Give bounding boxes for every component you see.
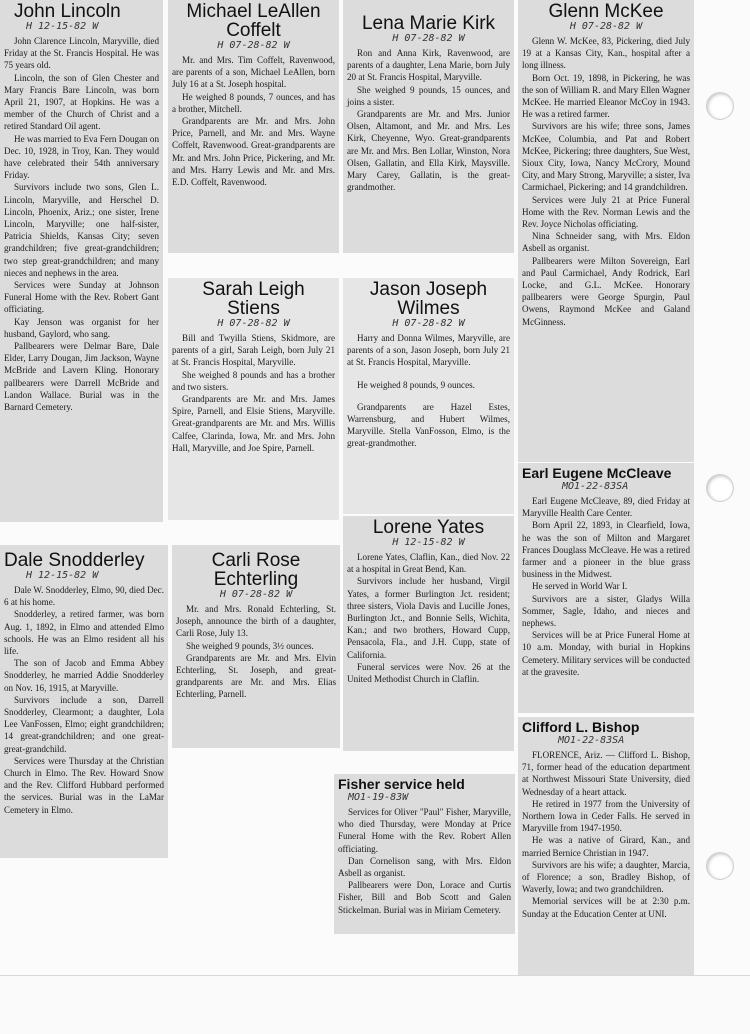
handwritten-note: H 07-28-82 W (217, 40, 290, 51)
paragraph: Grandparents are Mr. and Mrs. Junior Olsen, Altamont, and Mr. and Mrs. Les Kirk, Cheyenne, Wyo. Great-grandparents are Mr. and Mrs. Ben Lollar, Winston, Nora Olsen, Gallatin, and Ella Kirk, Maysville. Mary Carey, Gallatin, is the great-grandmother. (347, 109, 510, 193)
paragraph: Grandparents are Mr. and Mrs. Elvin Echterling, St. Joseph, and great-grandparents are Mr. and Mrs. Elias Echterling, Parnell. (176, 652, 336, 700)
paragraph: She weighed 9 pounds, 3½ ounces. (186, 640, 314, 651)
paragraph: John Clarence Lincoln, Maryville, died Friday at the St. Francis Hospital. He was 75 years old. (4, 36, 159, 71)
paragraph: She weighed 9 pounds, 15 ounces, and joins a sister. (347, 84, 510, 107)
paragraph: Services for Oliver "Paul" Fisher, Maryville, who died Thursday, were Monday at Price Funeral Home with the Rev. Robert Allen officiating. (338, 807, 511, 854)
clipping-body (522, 35, 690, 328)
paragraph: Services were Thursday at the Christian Church in Elmo. The Rev. Howard Snow and the Rev. Clifford Hubbard performed the services. Burial was in the LaMar Cemetery in Elmo. (4, 755, 164, 815)
clipping-body (176, 603, 336, 701)
clipping-headline: Dale Snodderley (4, 550, 145, 571)
obituary-dale-snodderley (0, 545, 168, 858)
paragraph: Pallbearers were Milton Sovereign, Earl and Paul Carmichael, Andy Rodrick, Earl Locke, and G.L. McKee. Honorary pallbearers were George Spurgin, Paul Owens, Raymond McKee and Galand McGinness. (522, 255, 690, 327)
clipping-body (172, 54, 335, 188)
paragraph: Survivors include two sons, Glen L. Lincoln, Maryville, and Herschel D. Lincoln, Phoenix, Ariz.; one sister, Irene Lincoln, Maryville; one half-sister, Patricia Shields, Kansas City; seven grandchildren; five great-grandchildren; two step great-grandchildren; and many nieces and nephews in the area. (4, 182, 159, 278)
binder-hole (706, 852, 734, 880)
clipping-headline: Glenn McKee (548, 1, 664, 22)
handwritten-note: MO1-19-83W (348, 792, 409, 803)
handwritten-note: MO1-22-83SA (562, 481, 629, 492)
paragraph: Dale W. Snodderley, Elmo, 90, died Dec. 6 at his home. (4, 585, 164, 608)
paragraph: Glenn W. McKee, 83, Pickering, died July 19 at a Kansas City, Kan., hospital after a long illness. (522, 36, 690, 71)
paragraph: He was a native of Girard, Kan., and married Bernice Christian in 1947. (522, 835, 690, 858)
handwritten-note: MO1-22-83SA (558, 735, 625, 746)
clipping-body (347, 551, 510, 685)
handwritten-note: H 07-28-82 W (392, 33, 465, 44)
paragraph: Survivors are his wife; three sons, James McKee, Columbia, and Pat and Robert McKee, Pickering; three daughters, Sue West, Sioux City, Iowa, Nancy McCrory, Mound City, and Mary Strong, Maryville; a sister, Iva Carmichael, Pickering; and 14 grandchildren. (522, 121, 690, 193)
paragraph: Ron and Anna Kirk, Ravenwood, are parents of a daughter, Lena Marie, born July 20 at St. Francis Hospital, Maryville. (347, 48, 510, 83)
clipping-body (347, 332, 510, 450)
binder-hole (706, 474, 734, 502)
paragraph: He served in World War I. (532, 581, 628, 592)
paragraph: He was married to Eva Fern Dougan on Dec. 10, 1928, in Troy, Kan. They would have celebrated their 54th anniversary Friday. (4, 133, 159, 181)
paragraph: He weighed 8 pounds, 7 ounces, and has a brother, Mitchell. (172, 91, 335, 114)
paragraph: Lorene Yates, Claflin, Kan., died Nov. 22 at a hospital in Great Bend, Kan. (347, 552, 510, 575)
clipping-body (522, 749, 690, 920)
clipping-headline: John Lincoln (14, 1, 121, 22)
paragraph: Snodderley, a retired farmer, was born Aug. 1, 1892, in Elmo and attended Elmo schools. He was an Elmo resident all his life. (4, 609, 164, 657)
obituary-clifford-bishop (518, 717, 694, 975)
paragraph: Lincoln, the son of Glen Chester and Mary Francis Bare Lincoln, was born April 21, 1907, at Hopkins. He was a member of the Church of Christ and a retired Standard Oil agent. (4, 72, 159, 132)
clipping-headline: Lorene Yates (372, 517, 485, 538)
clipping-body (4, 584, 164, 816)
paragraph: She weighed 8 pounds and has a brother and two sisters. (172, 369, 335, 392)
paragraph: Kay Jenson was organist for her husband, Gaylord, who sang. (4, 316, 159, 339)
obituary-fisher-service (334, 774, 515, 934)
obituary-glenn-mckee (518, 0, 694, 462)
clipping-body (172, 332, 335, 454)
handwritten-note: H 07-28-82 W (392, 318, 465, 329)
paragraph: Earl Eugene McCleave, 89, died Friday at Maryville Health Care Center. (522, 496, 690, 519)
paragraph: Services were July 21 at Price Funeral Home with the Rev. Norman Lewis and the Rev. Joyce Nicholas officiating. (522, 194, 690, 230)
paragraph: Bill and Twyilla Stiens, Skidmore, are parents of a girl, Sarah Leigh, born July 21 at St. Francis Hospital, Maryville. (172, 333, 335, 368)
paragraph: Grandparents are Hazel Estes, Warrensburg, and Hubert Wilmes, Maryville. Stella VanFosson, Elmo, is the great-grandmother. (347, 401, 510, 449)
paragraph: Mr. and Mrs. Ronald Echterling, St. Joseph, announce the birth of a daughter, Carli Rose, July 13. (176, 604, 336, 639)
handwritten-note: H 07-28-82 W (569, 21, 643, 32)
paragraph: Born April 22, 1893, in Clearfield, Iowa, he was the son of Milton and Margaret Frances Douglass McCleave. He was a retired farmer and a pioneer in the blue grass business in the Midwest. (522, 520, 690, 580)
paragraph: Dan Cornelison sang, with Mrs. Eldon Asbell as organist. (338, 855, 511, 879)
clipping-headline: Earl Eugene McCleave (522, 465, 672, 481)
scan-margin (0, 975, 750, 1034)
paragraph: Born Oct. 19, 1898, in Pickering, he was the son of William R. and Mary Ellen Wagner McKee. He married Eleanor McCoy in 1943. He was a retired farmer. (522, 72, 690, 120)
clipping-body (347, 47, 510, 193)
paragraph: Survivors include a son, Darrell Snodderley, Clearmont; a daughter, Lola Lee VanFossen, Elmo; eight grandchildren; 14 great-grandchildren; and one great-great-grandchild. (4, 694, 164, 754)
birth-notice-kirk (343, 0, 514, 253)
paragraph: Pallbearers were Delmar Bare, Dale Elder, Larry Dougan, Jim Jackson, Wayne McBride and Lavern Kling. Honorary pallbearers were Darrell McBride and Landon Wallace. Burial was in the Barnard Cemetery. (4, 341, 159, 413)
clipping-headline: Lena Marie Kirk (361, 13, 496, 34)
paragraph: Services will be at Price Funeral Home at 10 a.m. Monday, with burial in Hopkins Cemetery. Military services will be conducted at the gravesite. (522, 630, 690, 677)
paragraph: Grandparents are Mr. and Mrs. John Price, Parnell, and Mr. and Mrs. Wayne Coffelt, Ravenwood. Great-grandparents are Mr. and Mrs. John Price, Pickering, and Mr. and Mrs. Harry Lewis and Mr. and Mrs. E.D. Coffelt, Ravenwood. (172, 116, 335, 188)
paragraph: He retired in 1977 from the University of Northern Iowa in Ceder Falls. He served in Maryville from 1947-1950. (522, 798, 690, 834)
paragraph: Survivors are his wife; a daughter, Marcia, of Florence; a son, Bradley Bishop, of Waverly, Iowa; and two grandchildren. (522, 859, 690, 895)
clipping-body (338, 806, 511, 916)
clipping-headline: Carli Rose Echterling (211, 550, 301, 590)
paragraph: Memorial services will be at 2:30 p.m. Sunday at the Education Center at UNI. (522, 896, 690, 919)
birth-notice-echterling (172, 545, 340, 748)
paragraph: Nina Schneider sang, with Mrs. Eldon Asbell as organist. (522, 231, 690, 254)
clipping-body (522, 495, 690, 678)
paragraph: Funeral services were Nov. 26 at the United Methodist Church in Claflin. (347, 661, 510, 685)
clipping-headline: Jason Joseph Wilmes (369, 279, 488, 319)
handwritten-note: H 12-15-82 W (26, 21, 99, 32)
clipping-headline: Fisher service held (338, 776, 465, 792)
birth-notice-stiens (168, 278, 339, 520)
paragraph: Harry and Donna Wilmes, Maryville, are parents of a son, Jason Joseph, born July 21 at St. Francis Hospital, Maryville. (347, 333, 510, 368)
handwritten-note: H 12-15-82 W (26, 570, 99, 581)
obituary-john-lincoln (0, 0, 163, 522)
paragraph: The son of Jacob and Emma Abbey Snodderley, he married Addie Snodderley on Nov. 16, 1915, at Maryville. (4, 658, 164, 693)
paragraph: Pallbearers were Don, Lorace and Curtis Fisher, Bill and Bob Scott and Galen Stickelman. Burial was in Miriam Cemetery. (338, 880, 511, 915)
handwritten-note: H 07-28-82 W (219, 589, 293, 600)
obituary-lorene-yates (343, 516, 514, 751)
paragraph: Survivors include her husband, Virgil Yates, a former Burlington Jct. resident; three sisters, Viola Davis and Lucille Jones, Burlington Jct., and Bonnie Sells, Wichita, Kan.; and two brothers, Howard Cupp, Pensacola, Fla., and J.H. Cupp, state of California. (347, 576, 510, 660)
paragraph: Services were Sunday at Johnson Funeral Home with the Rev. Robert Gant officiating. (4, 280, 159, 315)
obituary-earl-mccleave (518, 463, 694, 713)
clipping-headline: Michael LeAllen Coffelt (186, 1, 321, 41)
birth-notice-wilmes (343, 278, 514, 514)
paragraph: Mr. and Mrs. Tim Coffelt, Ravenwood, are parents of a son, Michael LeAllen, born July 16 at a St. Joseph hospital. (172, 55, 335, 90)
paragraph: He weighed 8 pounds, 9 ounces. (357, 379, 475, 390)
clipping-headline: Clifford L. Bishop (522, 719, 640, 735)
paragraph: FLORENCE, Ariz. — Clifford L. Bishop, 71, former head of the education department at Northwest Missouri State University, died Wednesday of a heart attack. (522, 750, 690, 797)
paragraph: Grandparents are Mr. and Mrs. James Spire, Parnell, and Elsie Stiens, Maryville. Great-grandparents are Mr. and Mrs. Willis Calfee, Clarinda, Iowa, Mr. and Mrs. John Hall, Maryville, and Joe Spire, Parnell. (172, 394, 335, 453)
handwritten-note: H 07-28-82 W (217, 318, 290, 329)
clipping-headline: Sarah Leigh Stiens (202, 279, 305, 319)
binder-hole (706, 92, 734, 120)
paragraph: Survivors are a sister, Gladys Willa Sommer, Sagle, Idaho, and nieces and nephews. (522, 593, 690, 629)
handwritten-note: H 12-15-82 W (392, 537, 465, 548)
clipping-body (4, 35, 159, 413)
birth-notice-coffelt (168, 0, 339, 253)
